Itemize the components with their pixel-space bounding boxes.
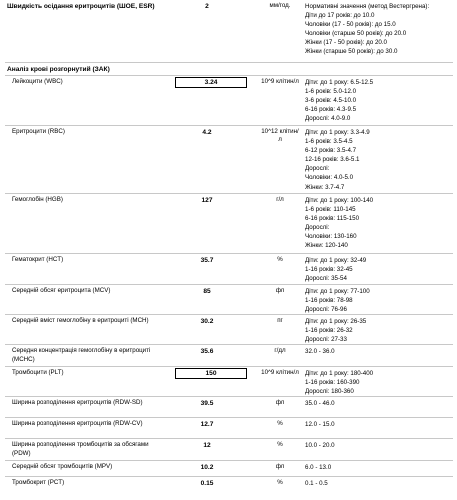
ref-line: 12-16 років: 3.6-5.1 [305,156,360,164]
ref-line: 1-16 років: 78-98 [305,297,353,305]
ref-line: Дорослі: [305,224,330,232]
test-unit: фл [275,399,285,406]
ref-line: Діти: до 1 року: 26-35 [305,318,367,325]
result-row-pct [5,476,453,493]
ref-line: Дорослі: [305,165,330,173]
test-unit: г/дл [274,347,286,354]
test-value: 85 [203,288,211,295]
ref-line: Чоловіки (старше 50 років): до 20.0 [305,30,407,38]
result-row-rdw-cv [5,417,453,439]
test-value: 4.2 [202,129,212,136]
test-name: Тромбоцити (PLT) [12,369,64,376]
reference-range [305,315,455,344]
ref-line: Чоловіки: 4.0-5.0 [305,174,354,182]
ref-line: Діти: до 1 року: 180-400 [305,370,374,377]
test-value: 39.5 [200,400,214,407]
test-unit: г/л [276,196,284,203]
ref-line: Діти: до 1 року: 77-100 [305,288,370,295]
test-unit: фл [275,287,285,294]
ref-line: Чоловіки: 130-160 [305,233,357,241]
test-value: 12.7 [200,421,214,428]
test-name: Еритроцити (RBC) [12,128,65,135]
reference-range [305,285,455,314]
test-unit: фл [275,463,285,470]
section-header-row [5,62,453,76]
ref-line: Жінки (старше 50 років): до 30.0 [305,48,398,56]
reference-range [305,397,455,408]
test-name: Середня концентрація гемоглобіну в еритроциті (MCHC) [12,347,151,363]
ref-line: Діти до 17 років: до 10.0 [305,12,375,20]
ref-line: 6-16 років: 115-150 [305,215,360,223]
ref-line: 1-16 років: 26-32 [305,327,353,335]
ref-line: Дорослі: 27-33 [305,336,347,344]
reference-range [305,254,455,283]
test-value: 2 [205,3,209,10]
test-name: Гематокрит (HCT) [12,256,64,263]
result-row-pdw [5,438,453,461]
reference-range [305,345,455,356]
reference-range [305,461,455,472]
result-row-wbc [5,75,453,126]
test-name: Ширина розподілення еритроцитів (RDW-CV) [12,420,143,427]
test-unit: 10^9 клітин/л [261,369,299,376]
ref-line: Діти: до 1 року: 3.3-4.9 [305,129,370,136]
test-name: Лейкоцити (WBC) [12,78,63,85]
ref-line: 12.0 - 15.0 [305,421,335,428]
test-unit: % [277,441,283,448]
ref-line: Дорослі: 35-54 [305,275,347,283]
result-row-mpv [5,460,453,477]
reference-range [305,439,455,450]
test-value: 30.2 [200,318,214,325]
test-value: 35.7 [200,257,214,264]
ref-line: 6.0 - 13.0 [305,464,332,471]
ref-line: 35.0 - 46.0 [305,400,335,407]
ref-line: Чоловіки (17 - 50 років): до 15.0 [305,21,396,29]
test-unit: % [277,256,283,263]
reference-range [305,367,455,396]
reference-range [305,126,455,192]
test-name: Ширина розподілення еритроцитів (RDW-SD) [12,399,143,406]
ref-line: 6-12 років: 3.5-4.7 [305,147,357,155]
ref-line: 1-16 років: 160-390 [305,379,360,387]
test-value: 35.6 [200,348,214,355]
test-name: Ширина розподілення тромбоцитів за обсягами (PDW) [12,441,149,457]
test-value: 127 [201,197,213,204]
result-row-hct [5,253,453,285]
ref-line: Дорослі: 4.0-9.0 [305,115,351,123]
ref-line: Нормативні значення (метод Вестергрена): [305,3,430,10]
ref-line: Жінки: 120-140 [305,242,348,250]
reference-range [305,76,455,123]
ref-line: 1-6 років: 110-145 [305,206,356,214]
test-value-flagged: 3.24 [175,77,247,88]
test-unit: 10^12 клітин/л [261,128,299,143]
result-row-mcv [5,284,453,315]
test-name: Середній обсяг тромбоцитів (MPV) [12,463,113,470]
test-value: 12 [203,442,211,449]
reference-range [305,0,455,57]
ref-line: 1-16 років: 32-45 [305,266,353,274]
ref-line: 0.1 - 0.5 [305,480,328,487]
test-unit: пг [277,317,283,324]
ref-line: Діти: до 1 року: 32-49 [305,257,367,264]
result-row-plt [5,366,453,397]
reference-range [305,418,455,429]
test-value: 10.2 [200,464,214,471]
test-unit: % [277,420,283,427]
ref-line: Жінки (17 - 50 років): до 20.0 [305,39,387,47]
test-name: Тромбокрит (PCT) [12,479,65,486]
result-row-rbc [5,125,453,194]
test-unit: мм/год. [269,2,291,9]
result-row-rdw-sd [5,396,453,418]
test-unit: % [277,479,283,486]
ref-line: Діти: до 1 року: 6.5-12.5 [305,79,374,86]
test-value: 0.15 [200,480,214,487]
test-name: Швидкість осідання еритроцитів (ШОЕ, ESR) [7,3,155,10]
result-row-mch [5,314,453,345]
result-row-hgb [5,193,453,254]
test-value-flagged: 150 [175,368,247,379]
reference-range [305,477,455,488]
ref-line: Жінки: 3.7-4.7 [305,183,345,191]
test-name: Середній вміст гемоглобіну в еритроциті (MCH) [12,317,149,324]
ref-line: 1-6 років: 5.0-12.0 [305,88,357,96]
reference-range [305,194,455,251]
test-name: Гемоглобін (HGB) [12,196,63,203]
result-row-esr [5,0,453,62]
section-title: Аналіз крові розгорнутий (ЗАК) [7,66,110,73]
ref-line: 1-6 років: 3.5-4.5 [305,138,353,146]
ref-line: Діти: до 1 року: 100-140 [305,197,374,204]
ref-line: Дорослі: 180-360 [305,388,354,396]
result-row-mchc [5,344,453,367]
ref-line: Дорослі: 76-96 [305,306,347,314]
ref-line: 3-6 років: 4.5-10.0 [305,97,357,105]
test-name: Середній обсяг еритроцита (MCV) [12,287,111,294]
ref-line: 10.0 - 20.0 [305,442,335,449]
ref-line: 32.0 - 36.0 [305,348,335,355]
test-unit: 10^9 клітин/л [261,78,299,85]
ref-line: 6-16 років: 4.3-9.5 [305,106,357,114]
